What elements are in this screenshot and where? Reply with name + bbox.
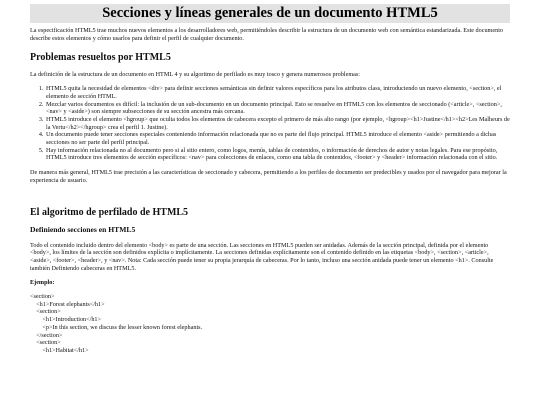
title-bar — [30, 4, 510, 23]
intro-paragraph: La especificación HTML5 trae muchos nuevos elementos a los desarrolladores web, permitiéndoles describir la estructura de un documento web con semántica estandarizada. Este documento describe estos elementos y cómo usarlos para definir el perfil de cualquier documento. — [30, 27, 504, 42]
section-heading-algorithm: El algoritmo de perfilado de HTML5 — [30, 206, 189, 218]
code-line: <h1>Forest elephants</h1> — [30, 300, 105, 308]
list-item: 5. Hay información relacionada no al documento pero si al sitio entero, como logos, menús, tablas de contenidos, o información de derechos de autor y notas legales. Para ese propósito, HTML5 introduce tres elementos de sección específicos: <nav> para colecciones de enlaces, como una tabla de contenidos, <footer> y <header> información relacionada con el sitio. — [45, 147, 510, 162]
problems-intro-paragraph: La definición de la estructura de un documento en HTML 4 y su algoritmo de perfilado es muy tosco y genera numerosos problemas: — [30, 71, 361, 79]
list-item: 4. Un documento puede tener secciones especiales conteniendo información relacionada que no es parte del flujo principal. HTML5 introduce el elemento <aside> permitiendo a dichas secciones no ser parte del perfil principal. — [45, 131, 510, 146]
problems-list — [30, 85, 510, 162]
section-heading-problems: Problemas resueltos por HTML5 — [30, 52, 171, 64]
code-line: <section> — [30, 293, 55, 301]
code-line: <section> — [30, 339, 61, 347]
code-line: </section> — [30, 331, 63, 339]
problems-closing-paragraph: De manera más general, HTML5 trae precisión a las características de seccionado y cabecera, permitiendo a los perfiles de documento ser predecibles y usados por el navegador para mejorar la experiencia de usuario. — [30, 169, 507, 184]
defining-sections-paragraph: Todo el contenido incluido dentro del elemento <body> es parte de una sección. Las secciones en HTML5 pueden ser anidadas. Además de la sección principal, definida por el elemento <body>, los límites de la sección son definidos explícita o implícitamente. La secciones definidas explícitamente son el contenido definido en las etiquetas <body>, <section>, <article>, <aside>, <footer>, <header>, y <nav>. Nota: Cada sección puede tener su propia jerarquía de cabeceras. Por lo tanto, incluso una sección anidada puede tener un elemento <h1>. Consulte también Definiendo cabeceras en HTML5. — [30, 241, 494, 272]
code-line: <section> — [30, 308, 61, 316]
list-item: 3. HTML5 introduce el elemento <hgroup> que oculta todos los elementos de cabecera excepto el primero de más alto rango (por ejemplo, <hgroup><h1>Justine</h1><h2>Les Malheurs de la Vertu</h2></hgroup> crea el perfil 1. Justine). — [45, 116, 510, 131]
code-line: <p>In this section, we discuss the lesser known forest elephants. — [30, 323, 203, 331]
page-title: Secciones y líneas generales de un documento HTML5 — [102, 5, 438, 21]
code-line: <h1>Habitat</h1> — [30, 346, 89, 354]
code-example — [30, 293, 510, 355]
document-body — [30, 27, 510, 355]
subsection-heading-defining-sections: Definiendo secciones en HTML5 — [30, 224, 136, 234]
list-item: 1. HTML5 quita la necesidad de elementos <div> para definir secciones semánticas sin definir valores específicos para los atributos class, introduciendo un nuevo elemento, <section>, el elemento de sección HTML. — [45, 85, 510, 100]
code-line: <h1>Introduction</h1> — [30, 316, 102, 324]
list-item: 2. Mezclar varios documentos es difícil: la inclusión de un sub-documento en un documento principal. Esto se resuelve en HTML5 con los elementos de seccionado (<article>, <section>, <nav> y <aside>) son siempre subsecciones de su sección ancestra más cercana. — [45, 101, 510, 116]
example-label: Ejemplo: — [30, 279, 55, 287]
